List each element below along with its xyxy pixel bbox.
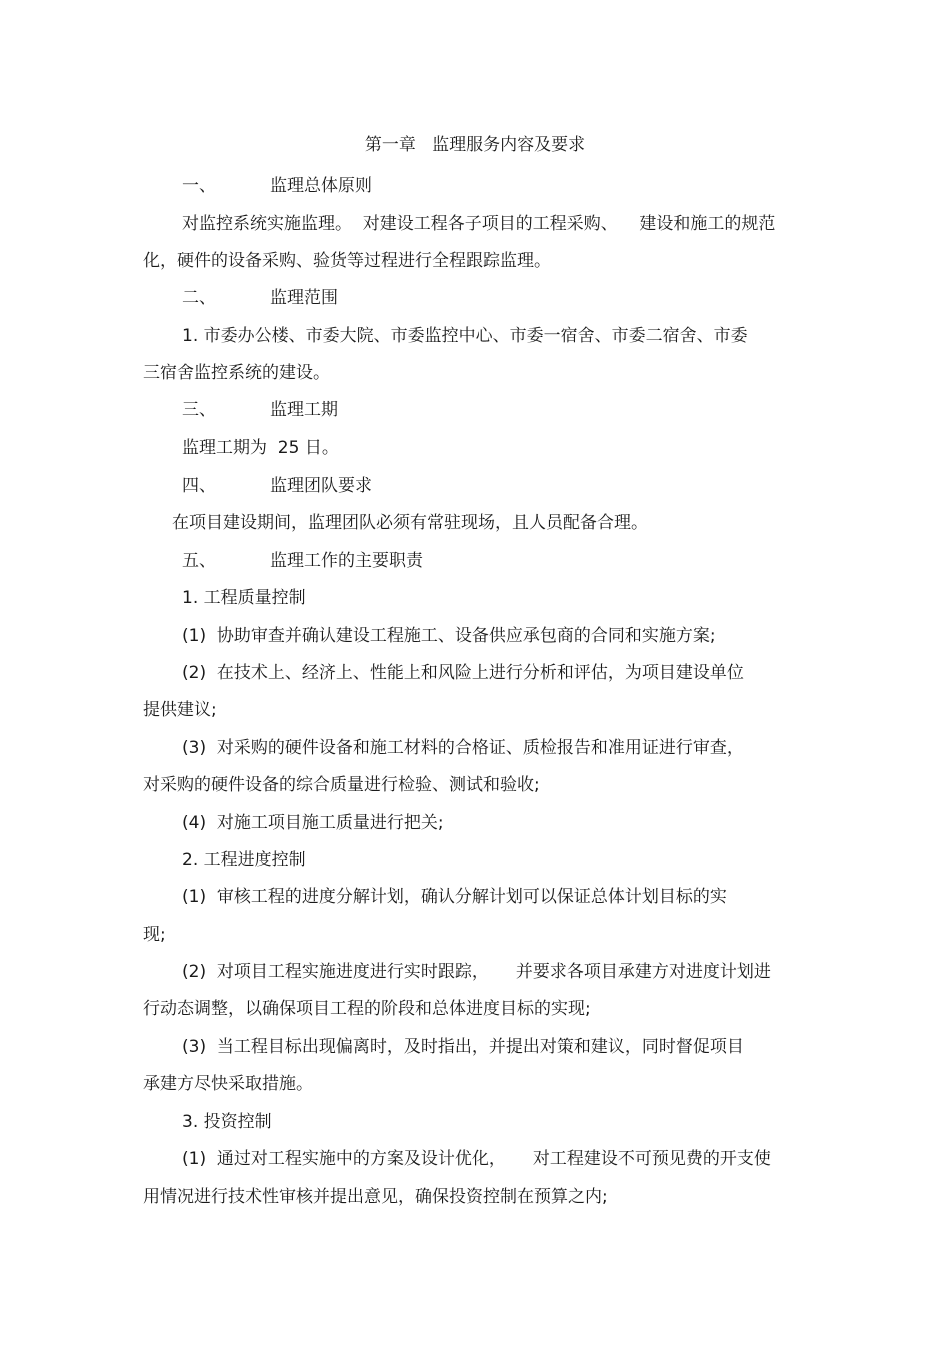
- section-heading-1: 一、 监理总体原则: [182, 176, 373, 196]
- paragraph-line: 1. 市委办公楼、市委大院、市委监控中心、市委一宿舍、市委二宿舍、市委: [182, 326, 748, 346]
- list-item-continuation: 行动态调整，以确保项目工程的阶段和总体进度目标的实现;: [143, 999, 591, 1019]
- subsection-heading: 2. 工程进度控制: [182, 850, 306, 870]
- list-item-continuation: 用情况进行技术性审核并提出意见，确保投资控制在预算之内;: [143, 1187, 608, 1207]
- paragraph-line: 对监控系统实施监理。 对建设工程各子项目的工程采购、 建设和施工的规范: [182, 214, 776, 234]
- list-item: (1) 协助审查并确认建设工程施工、设备供应承包商的合同和实施方案;: [182, 626, 716, 646]
- list-item: (3) 当工程目标出现偏离时，及时指出，并提出对策和建议，同时督促项目: [182, 1037, 744, 1057]
- list-item-continuation: 现;: [143, 925, 166, 945]
- section-heading-4: 四、 监理团队要求: [182, 476, 373, 496]
- section-heading-5: 五、 监理工作的主要职责: [182, 551, 424, 571]
- list-item-continuation: 承建方尽快采取措施。: [143, 1074, 313, 1094]
- paragraph-line: 三宿舍监控系统的建设。: [143, 363, 330, 383]
- subsection-heading: 1. 工程质量控制: [182, 588, 306, 608]
- section-heading-2: 二、 监理范围: [182, 288, 339, 308]
- paragraph-line: 监理工期为 25 日。: [182, 438, 339, 458]
- chapter-title: 第一章 监理服务内容及要求: [364, 135, 586, 155]
- subsection-heading: 3. 投资控制: [182, 1112, 272, 1132]
- section-heading-3: 三、 监理工期: [182, 400, 339, 420]
- list-item: (2) 对项目工程实施进度进行实时跟踪， 并要求各项目承建方对进度计划进: [182, 962, 771, 982]
- paragraph-line: 在项目建设期间，监理团队必须有常驻现场，且人员配备合理。: [172, 513, 648, 533]
- list-item: (1) 审核工程的进度分解计划，确认分解计划可以保证总体计划目标的实: [182, 887, 727, 907]
- list-item: (1) 通过对工程实施中的方案及设计优化， 对工程建设不可预见费的开支使: [182, 1149, 771, 1169]
- list-item: (2) 在技术上、经济上、性能上和风险上进行分析和评估，为项目建设单位: [182, 663, 744, 683]
- list-item-continuation: 提供建议;: [143, 700, 217, 720]
- list-item: (4) 对施工项目施工质量进行把关;: [182, 813, 444, 833]
- list-item-continuation: 对采购的硬件设备的综合质量进行检验、测试和验收;: [143, 775, 540, 795]
- list-item: (3) 对采购的硬件设备和施工材料的合格证、质检报告和准用证进行审查，: [182, 738, 744, 758]
- paragraph-line: 化，硬件的设备采购、验货等过程进行全程跟踪监理。: [143, 251, 551, 271]
